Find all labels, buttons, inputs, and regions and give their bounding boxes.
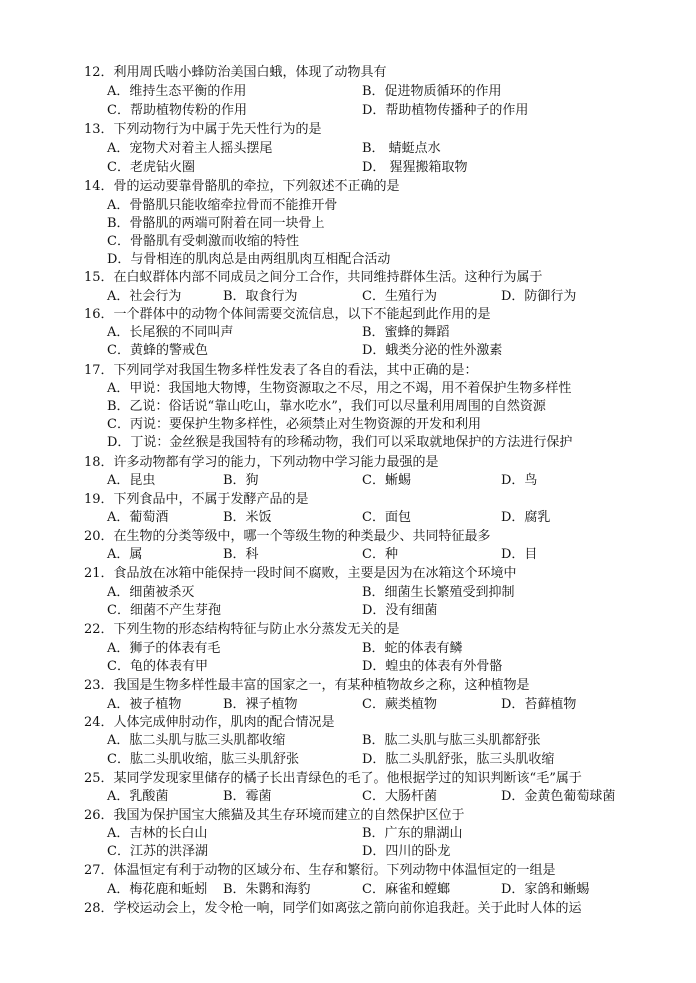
option-b: B．科 xyxy=(223,547,259,562)
option-b: B．取食行为 xyxy=(223,289,298,304)
question-stem: 26．我国为保护国宝大熊猫及其生存环境而建立的自然保护区位于 xyxy=(84,808,465,823)
option-c: C．老虎钻火圈 xyxy=(107,160,195,175)
option-d: D． 猩猩搬箱取物 xyxy=(362,160,468,175)
option-a: A．社会行为 xyxy=(107,289,182,304)
question-stem: 23．我国是生物多样性最丰富的国家之一，有某种植物故乡之称，这种植物是 xyxy=(84,678,530,693)
option-d: D．蛾类分泌的性外激素 xyxy=(362,343,503,358)
option-b: B．肱二头肌与肱三头肌都舒张 xyxy=(362,733,541,748)
question-stem: 27．体温恒定有利于动物的区域分布、生存和繁衍。下列动物中体温恒定的一组是 xyxy=(84,863,556,878)
question-stem: 28．学校运动会上，发令枪一响，同学们如离弦之箭向前你追我赶。关于此时人体的运 xyxy=(84,901,582,916)
option-a: A．长尾猴的不同叫声 xyxy=(107,325,234,340)
option-d: D．腐乳 xyxy=(501,510,551,525)
option-c: C．丙说：要保护生物多样性，必须禁止对生物资源的开发和利用 xyxy=(107,417,481,432)
option-b: B．骨骼肌的两端可附着在同一块骨上 xyxy=(107,216,325,231)
option-a: A．维持生态平衡的作用 xyxy=(107,84,247,99)
option-d: D．肱二头肌舒张，肱三头肌收缩 xyxy=(362,752,555,767)
option-d: D．丁说：金丝猴是我国特有的珍稀动物，我们可以采取就地保护的方法进行保护 xyxy=(107,435,573,450)
question-stem: 17．下列同学对我国生物多样性发表了各自的看法，其中正确的是： xyxy=(84,363,478,378)
option-b: B．裸子植物 xyxy=(223,697,298,712)
option-d: D．防御行为 xyxy=(501,289,577,304)
option-b: B．霉菌 xyxy=(223,789,272,804)
question-stem: 20．在生物的分类等级中，哪一个等级生物的种类最少、共同特征最多 xyxy=(84,529,491,544)
option-a: A．骨骼肌只能收缩牵拉骨而不能推开骨 xyxy=(107,198,338,213)
option-b: B．蜜蜂的舞蹈 xyxy=(362,325,450,340)
option-d: D．四川的卧龙 xyxy=(362,844,451,859)
option-a: A．吉林的长白山 xyxy=(107,826,208,841)
option-c: C．帮助植物传粉的作用 xyxy=(107,103,247,118)
question-stem: 13．下列动物行为中属于先天性行为的是 xyxy=(84,122,322,137)
option-a: A．宠物犬对着主人摇头摆尾 xyxy=(107,141,273,156)
question-stem: 15．在白蚁群体内部不同成员之间分工合作，共同维持群体生活。这种行为属于 xyxy=(84,270,543,285)
option-c: C．肱二头肌收缩，肱三头肌舒张 xyxy=(107,752,299,767)
option-c: C．大肠杆菌 xyxy=(362,789,437,804)
option-c: C．生殖行为 xyxy=(362,289,437,304)
option-a: A．狮子的体表有毛 xyxy=(107,641,221,656)
option-d: D．蝗虫的体表有外骨骼 xyxy=(362,659,503,674)
option-a: A．肱二头肌与肱三头肌都收缩 xyxy=(107,733,286,748)
option-b: B．朱鹮和海豹 xyxy=(223,882,311,897)
option-d: D．目 xyxy=(501,547,538,562)
option-c: C．黄蜂的警戒色 xyxy=(107,343,208,358)
option-a: A．被子植物 xyxy=(107,697,182,712)
option-b: B． 蜻蜓点水 xyxy=(362,141,441,156)
option-c: C．骨骼肌有受刺激而收缩的特性 xyxy=(107,234,299,249)
option-c: C．麻雀和螳螂 xyxy=(362,882,450,897)
option-b: B．促进物质循环的作用 xyxy=(362,84,502,99)
option-b: B．乙说：俗话说“靠山吃山，靠水吃水”，我们可以尽量利用周围的自然资源 xyxy=(107,399,546,414)
question-stem: 14．骨的运动要靠骨骼肌的牵拉，下列叙述不正确的是 xyxy=(84,179,400,194)
question-stem: 12．利用周氏啮小蜂防治美国白蛾，体现了动物具有 xyxy=(84,65,387,80)
question-stem: 16．一个群体中的动物个体间需要交流信息，以下不能起到此作用的是 xyxy=(84,307,491,322)
option-b: B．米饭 xyxy=(223,510,272,525)
option-b: B．广东的鼎湖山 xyxy=(362,826,463,841)
option-b: B．蛇的体表有鳞 xyxy=(362,641,463,656)
option-a: A．细菌被杀灭 xyxy=(107,585,195,600)
option-d: D．苔藓植物 xyxy=(501,697,577,712)
question-stem: 24．人体完成伸肘动作，肌肉的配合情况是 xyxy=(84,715,335,730)
option-c: C．龟的体表有甲 xyxy=(107,659,208,674)
option-d: D．金黄色葡萄球菌 xyxy=(501,789,616,804)
question-stem: 25．某同学发现家里储存的橘子长出青绿色的毛了。他根据学过的知识判断该“毛”属于 xyxy=(84,771,582,786)
question-stem: 19．下列食品中，不属于发酵产品的是 xyxy=(84,492,309,507)
option-c: C．蕨类植物 xyxy=(362,697,437,712)
question-stem: 18．许多动物都有学习的能力，下列动物中学习能力最强的是 xyxy=(84,455,439,470)
option-b: B．狗 xyxy=(223,473,259,488)
option-c: C．种 xyxy=(362,547,398,562)
option-d: D．与骨相连的肌肉总是由两组肌肉互相配合活动 xyxy=(107,252,391,267)
option-a: A．属 xyxy=(107,547,143,562)
option-a: A．乳酸菌 xyxy=(107,789,169,804)
question-stem: 22．下列生物的形态结构特征与防止水分蒸发无关的是 xyxy=(84,622,400,637)
option-d: D．帮助植物传播种子的作用 xyxy=(362,103,529,118)
option-d: D．没有细菌 xyxy=(362,603,438,618)
option-a: A．昆虫 xyxy=(107,473,156,488)
option-a: A．葡萄酒 xyxy=(107,510,169,525)
option-a: A．甲说：我国地大物博，生物资源取之不尽，用之不竭，用不着保护生物多样性 xyxy=(107,381,572,396)
option-c: C．江苏的洪泽湖 xyxy=(107,844,208,859)
option-d: D．家鸽和蜥蜴 xyxy=(501,882,590,897)
option-d: D．鸟 xyxy=(501,473,538,488)
option-c: C．细菌不产生芽孢 xyxy=(107,603,221,618)
option-c: C．蜥蜴 xyxy=(362,473,411,488)
option-b: B．细菌生长繁殖受到抑制 xyxy=(362,585,515,600)
option-a: A．梅花鹿和蚯蚓 xyxy=(107,882,208,897)
question-stem: 21．食品放在冰箱中能保持一段时间不腐败，主要是因为在冰箱这个环境中 xyxy=(84,566,517,581)
option-c: C．面包 xyxy=(362,510,411,525)
